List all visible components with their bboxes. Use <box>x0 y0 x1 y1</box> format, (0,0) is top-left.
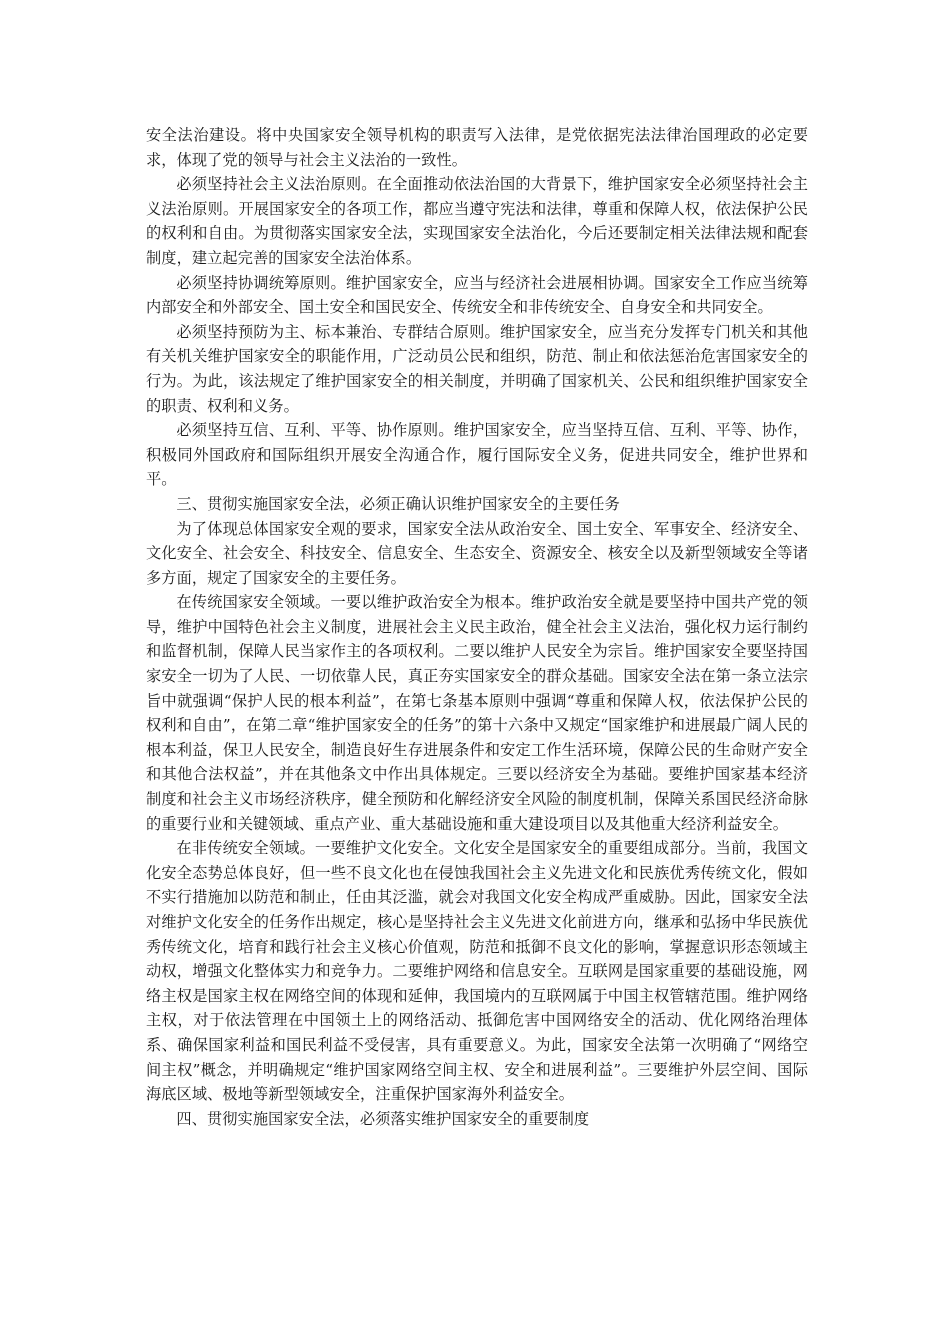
paragraph: 在传统国家安全领域。一要以维护政治安全为根本。维护政治安全就是要坚持中国共产党的领导，维护中国特色社会主义制度，进展社会主义民主政治，健全社会主义法治，强化权力运行制约和监督机制，保障人民当家作主的各项权利。二要以维护人民安全为宗旨。维护国家安全要坚持国家安全一切为了人民、一切依靠人民，真正夯实国家安全的群众基础。国家安全法在第一条立法宗旨中就强调“保护人民的根本利益”，在第七条基本原则中强调“尊重和保障人权，依法保护公民的权利和自由”，在第二章“维护国家安全的任务”的第十六条中又规定“国家维护和进展最广阔人民的根本利益，保卫人民安全，制造良好生存进展条件和安定工作生活环境，保障公民的生命财产安全和其他合法权益”，并在其他条文中作出具体规定。三要以经济安全为基础。要维护国家基本经济制度和社会主义市场经济秩序，健全预防和化解经济安全风险的制度机制，保障关系国民经济命脉的重要行业和关键领域、重点产业、重大基础设施和重大建设项目以及其他重大经济利益安全。 <box>146 593 808 833</box>
paragraph: 为了体现总体国家安全观的要求，国家安全法从政治安全、国土安全、军事安全、经济安全、文化安全、社会安全、科技安全、信息安全、生态安全、资源安全、核安全以及新型领域安全等诸多方面，规定了国家安全的主要任务。 <box>146 519 808 587</box>
paragraph: 在非传统安全领域。一要维护文化安全。文化安全是国家安全的重要组成部分。当前，我国文化安全态势总体良好，但一些不良文化也在侵蚀我国社会主义先进文化和民族优秀传统文化，假如不实行措施加以防范和制止，任由其泛滥，就会对我国文化安全构成严重威胁。因此，国家安全法对维护文化安全的任务作出规定，核心是坚持社会主义先进文化前进方向，继承和弘扬中华民族优秀传统文化，培育和践行社会主义核心价值观，防范和抵御不良文化的影响，掌握意识形态领域主动权，增强文化整体实力和竞争力。二要维护网络和信息安全。互联网是国家重要的基础设施，网络主权是国家主权在网络空间的体现和延伸，我国境内的互联网属于中国主权管辖范围。维护网络主权，对于依法管理在中国领土上的网络活动、抵御危害中国网络安全的活动、优化网络治理体系、确保国家利益和国民利益不受侵害，具有重要意义。为此，国家安全法第一次明确了“网络空间主权”概念，并明确规定“维护国家网络空间主权、安全和进展利益”。三要维护外层空间、国际海底区域、极地等新型领域安全，注重保护国家海外利益安全。 <box>146 839 808 1104</box>
paragraph: 安全法治建设。将中央国家安全领导机构的职责写入法律，是党依据宪法法律治国理政的必定要求，体现了党的领导与社会主义法治的一致性。 <box>146 126 808 169</box>
paragraph: 必须坚持社会主义法治原则。在全面推动依法治国的大背景下，维护国家安全必须坚持社会主义法治原则。开展国家安全的各项工作，都应当遵守宪法和法律，尊重和保障人权，依法保护公民的权利和自由。为贯彻落实国家安全法，实现国家安全法治化，今后还要制定相关法律法规和配套制度，建立起完善的国家安全法治体系。 <box>146 175 808 267</box>
paragraph: 必须坚持协调统筹原则。维护国家安全，应当与经济社会进展相协调。国家安全工作应当统筹内部安全和外部安全、国土安全和国民安全、传统安全和非传统安全、自身安全和共同安全。 <box>146 273 808 317</box>
section-heading: 四、贯彻实施国家安全法，必须落实维护国家安全的重要制度 <box>176 1109 590 1128</box>
document-body <box>146 123 808 1131</box>
section-heading: 三、贯彻实施国家安全法，必须正确认识维护国家安全的主要任务 <box>176 494 620 513</box>
paragraph: 必须坚持预防为主、标本兼治、专群结合原则。维护国家安全，应当充分发挥专门机关和其他有关机关维护国家安全的职能作用，广泛动员公民和组织，防范、制止和依法惩治危害国家安全的行为。为此，该法规定了维护国家安全的相关制度，并明确了国家机关、公民和组织维护国家安全的职责、权利和义务。 <box>146 322 808 415</box>
paragraph: 必须坚持互信、互利、平等、协作原则。维护国家安全，应当坚持互信、互利、平等、协作，积极同外国政府和国际组织开展安全沟通合作，履行国际安全义务，促进共同安全，维护世界和平。 <box>146 421 808 489</box>
